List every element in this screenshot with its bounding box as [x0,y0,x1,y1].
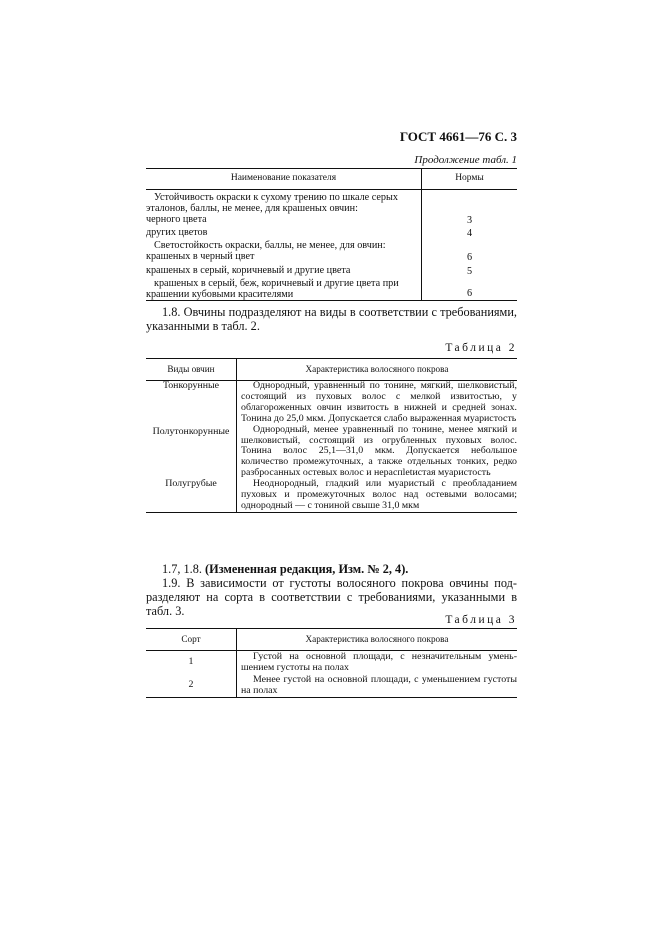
table-row [146,425,517,480]
table-2 [146,358,517,513]
amendment-note [146,562,517,576]
table1-cell-name: крашеных в серый, беж, коричневый и другие цвета при крашении кубовыми красителями [146,278,422,301]
table2-col-kind: Виды овчин [146,359,237,381]
table2-cell-kind: Полугрубые [146,479,237,512]
table1-cell-name: крашеных в серый, коричневый и другие цвета [146,265,422,278]
table-3 [146,628,517,698]
table-row [146,214,517,227]
table1-col-norm: Нормы [422,169,518,190]
table2-cell-desc: Однородный, менее уравненный по тонине, менее мягкий и шелковистый, состоящий из огрубленных пуховых волос. Тонина волос 25,1—31,0 мкм. Допускается небольшое количество промежуточных, а также отдельных тонких, редко разбросанных остевых волос и нераспletистая муаристость [241,423,517,479]
table1-cell-name: черного цвета [146,214,422,227]
table1-cell-value [422,190,518,215]
table3-cell-grade: 1 [146,651,237,674]
paragraph-1-8: 1.8. Овчины подразделяют на виды в соответствии с требованиями, указанными в табл. 2. [146,305,517,333]
table1-cell-name: других цветов [146,227,422,240]
table1-cell-name: крашеных в черный цвет [146,251,422,264]
table-row [146,674,517,697]
table1-cell-value: 6 [466,252,473,264]
table1-cell-name: Устойчивость окраски к сухому трению по шкале серых эталонов, баллы, не менее, для крашеных овчин: [146,190,422,215]
table1-cell-value: 3 [466,215,473,227]
table-row [146,240,517,251]
table3-col-desc: Характеристика волосяного покрова [237,629,518,651]
table1-cell-value: 6 [422,278,518,301]
table-row [146,381,517,425]
table1-cell-name: Светостойкость окраски, баллы, не менее, для овчин: [146,240,422,251]
paragraph-1-9: 1.9. В зависимости от густоты волосяного покрова овчины подразделяют на сорта в соответствии с требованиями, указанными в табл. 3. [146,576,517,618]
table1-continuation: Продолжение табл. 1 [414,154,517,166]
table1-cell-value: 4 [466,228,473,240]
table2-col-desc: Характеристика волосяного покрова [237,359,518,381]
table2-cell-desc: Неоднородный, гладкий или муаристый с преобладанием пуховых и промежуточных волос над остевыми волосами; однородный — с тониной свыше 31,0 мкм [237,479,518,512]
table-row [146,278,517,301]
amendment-prefix: 1.7, 1.8. [162,562,202,576]
table3-cell-grade: 2 [146,674,237,697]
table3-cell-desc: Густой на основной площади, с незначительным уменьшением густоты на полах [241,651,517,673]
table-1 [146,168,517,301]
table-row [146,251,517,264]
table-row [146,227,517,240]
table3-cell-desc: Менее густой на основной площади, с уменьшением густоты на полах [237,674,518,697]
table-row [146,651,517,674]
table-row [146,479,517,512]
table-row [146,265,517,278]
table2-cell-kind: Полутонкорунные [146,425,237,480]
page-header: ГОСТ 4661—76 С. 3 [399,129,517,144]
table3-label: Таблица 3 [445,614,517,626]
table2-cell-desc: Однородный, уравненный по тонине, мягкий, шелковистый, состоящий из пуховых волос с мелкой извитостью, у облагороженных овчин извитость в нижней и средней зонах. Тонина до 25,0 мкм. Допускается слабо выраженная муаристость [241,380,517,424]
table1-col-name: Наименование показателя [146,169,422,190]
table2-cell-kind: Тонкорунные [146,381,237,425]
table2-label: Таблица 2 [445,342,517,354]
table1-cell-value [422,240,518,251]
table-row [146,190,517,215]
table1-cell-value: 5 [466,265,473,277]
amendment-text: (Измененная редакция, Изм. № 2, 4). [205,562,409,576]
table3-col-grade: Сорт [146,629,237,651]
